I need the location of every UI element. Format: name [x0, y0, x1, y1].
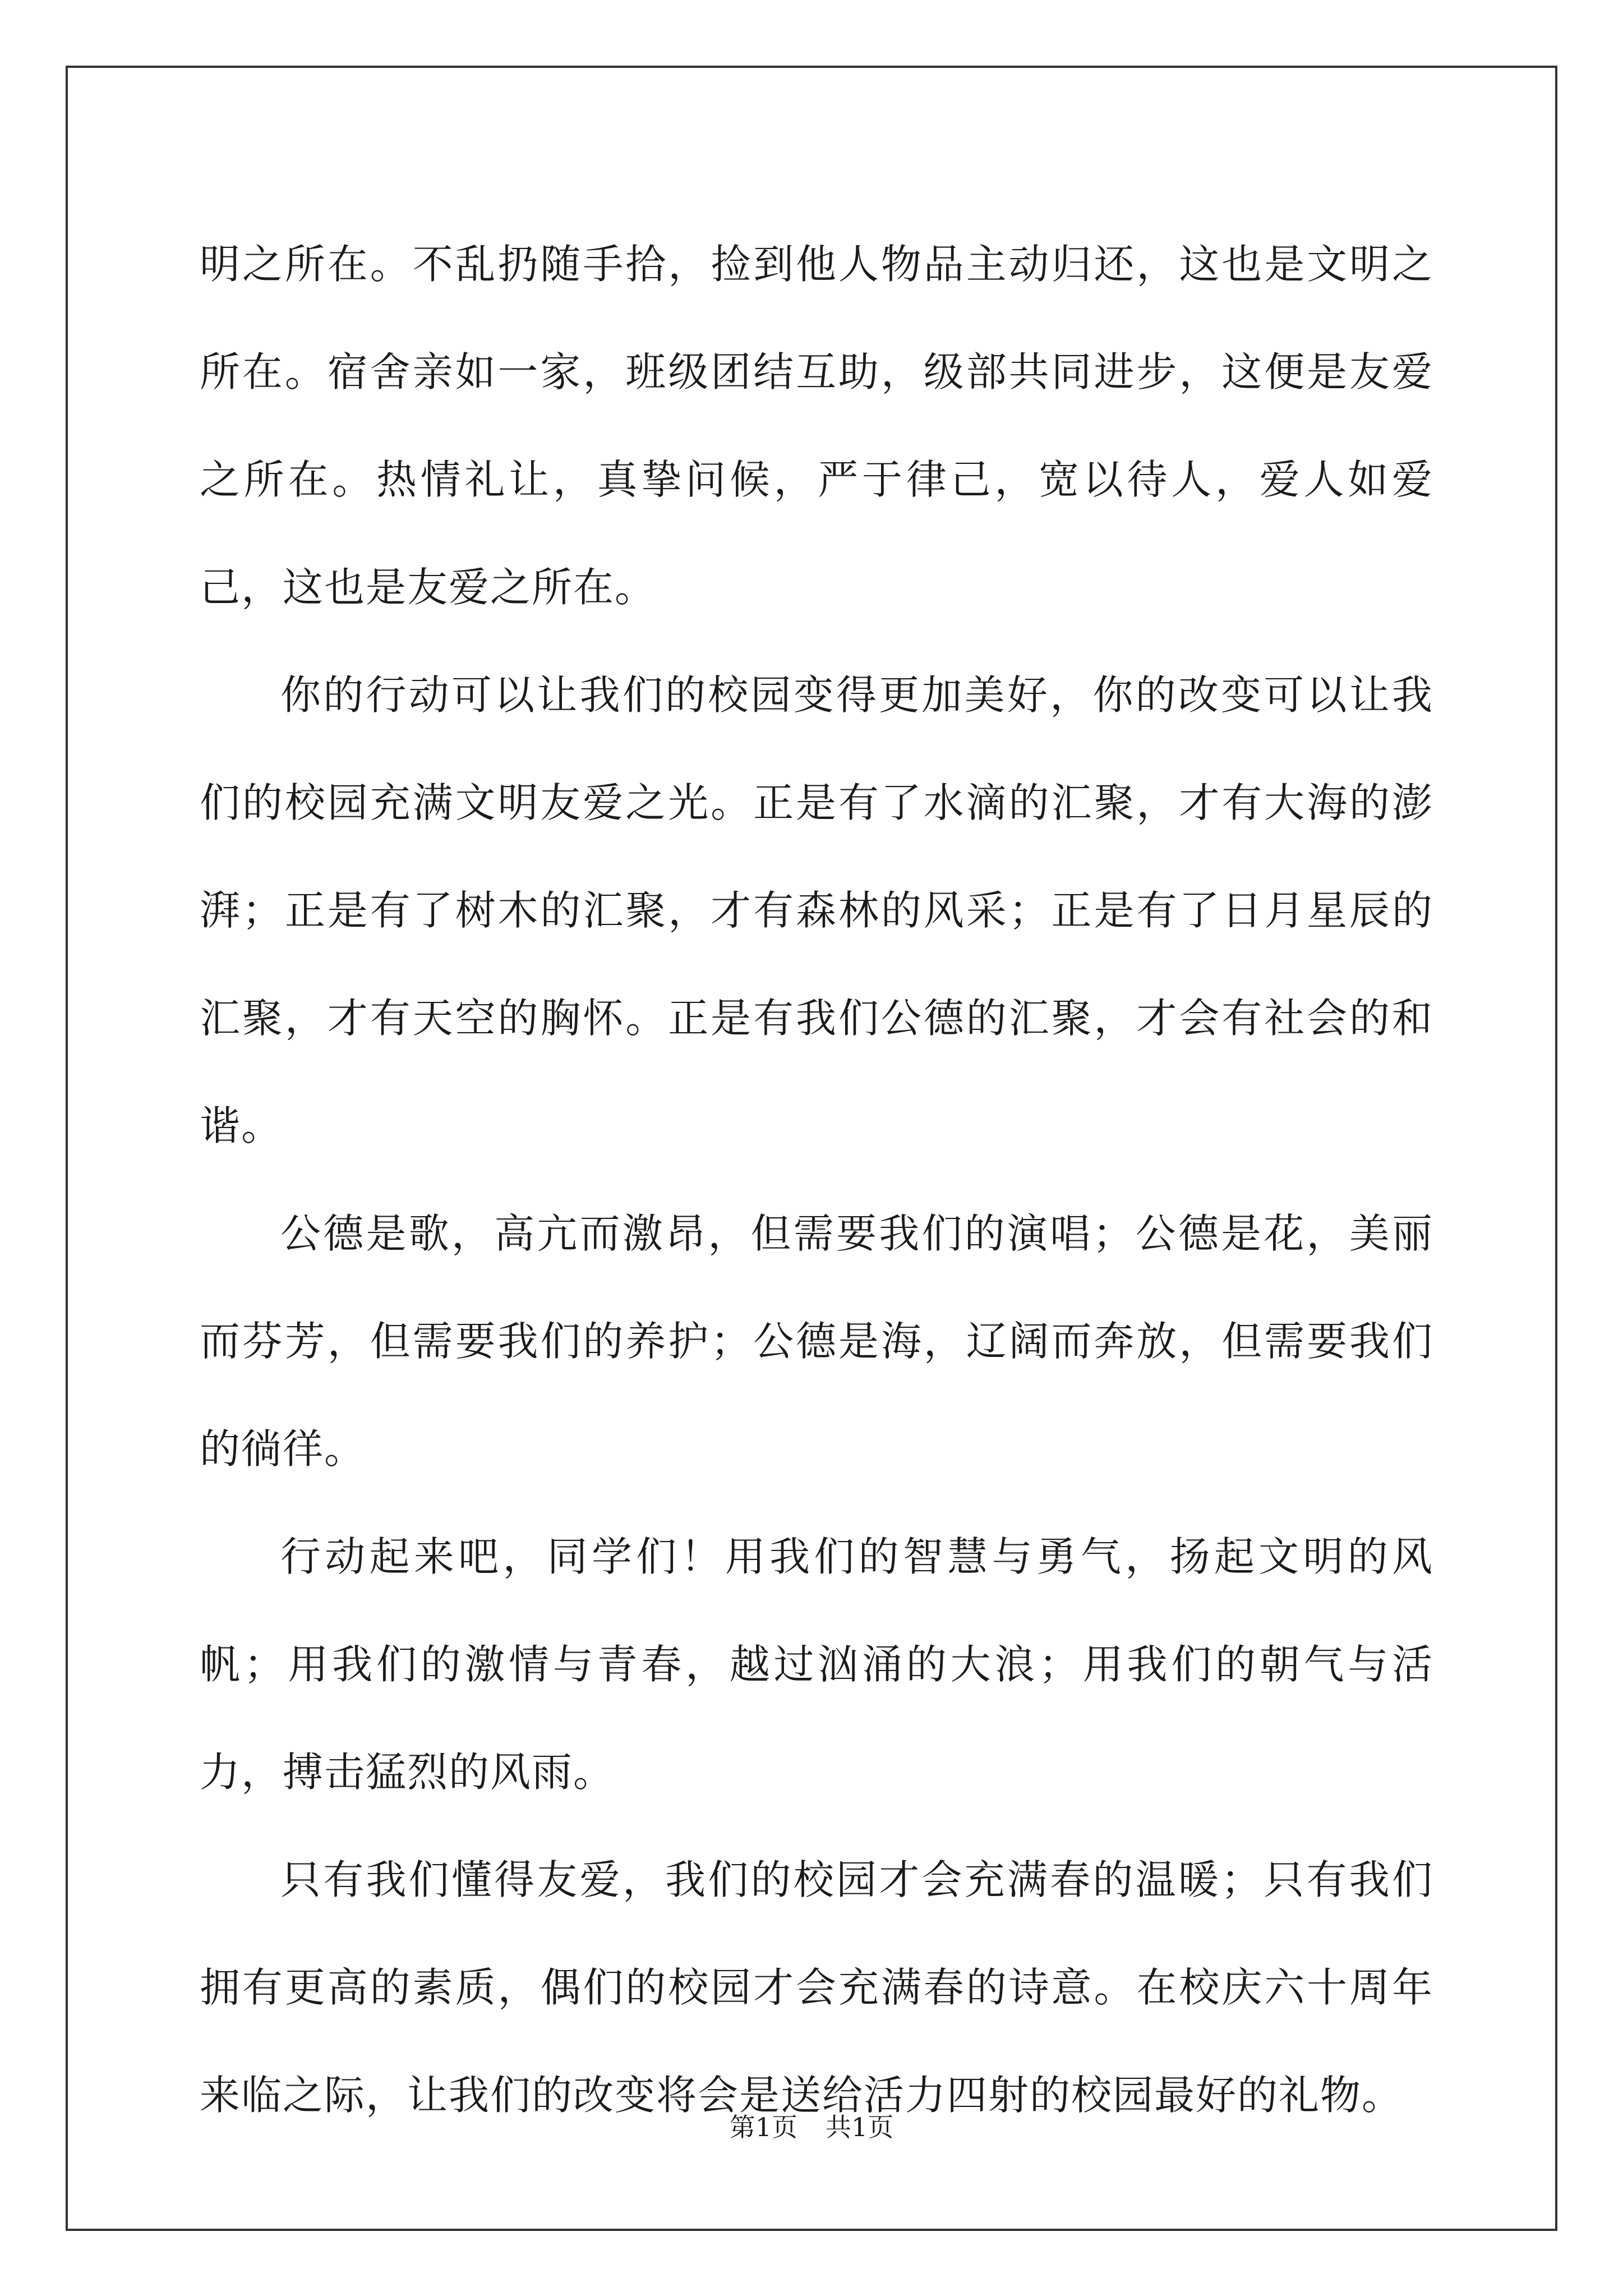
paragraph-1: 明之所在。不乱扔随手拾，捡到他人物品主动归还，这也是文明之所在。宿舍亲如一家，班级团结互助，级部共同进步，这便是友爱之所在。热情礼让，真挚问候，严于律己，宽以待人，爱人如爱己，这也是友爱之所在。: [200, 241, 1433, 611]
page-number-current: 第1页: [729, 2112, 797, 2142]
page-number-total: 共1页: [826, 2112, 894, 2142]
paragraph-2: 你的行动可以让我们的校园变得更加美好，你的改变可以让我们的校园充满文明友爱之光。正是有了水滴的汇聚，才有大海的澎湃；正是有了树木的汇聚，才有森林的风采；正是有了日月星辰的汇聚，才有天空的胸怀。正是有我们公德的汇聚，才会有社会的和谐。: [200, 671, 1433, 1149]
paragraph-5: 只有我们懂得友爱，我们的校园才会充满春的温暖；只有我们拥有更高的素质，偶们的校园才会充满春的诗意。在校庆六十周年来临之际，让我们的改变将会是送给活力四射的校园最好的礼物。: [200, 1856, 1433, 2119]
page-footer: [0, 2107, 1623, 2144]
paragraph-3: 公德是歌，高亢而激昂，但需要我们的演唱；公德是花，美丽而芬芳，但需要我们的养护；公德是海，辽阔而奔放，但需要我们的徜徉。: [200, 1210, 1433, 1473]
paragraph-4: 行动起来吧，同学们！用我们的智慧与勇气，扬起文明的风帆；用我们的激情与青春，越过汹涌的大浪；用我们的朝气与活力，搏击猛烈的风雨。: [200, 1533, 1433, 1796]
document-body: [200, 210, 1433, 2149]
